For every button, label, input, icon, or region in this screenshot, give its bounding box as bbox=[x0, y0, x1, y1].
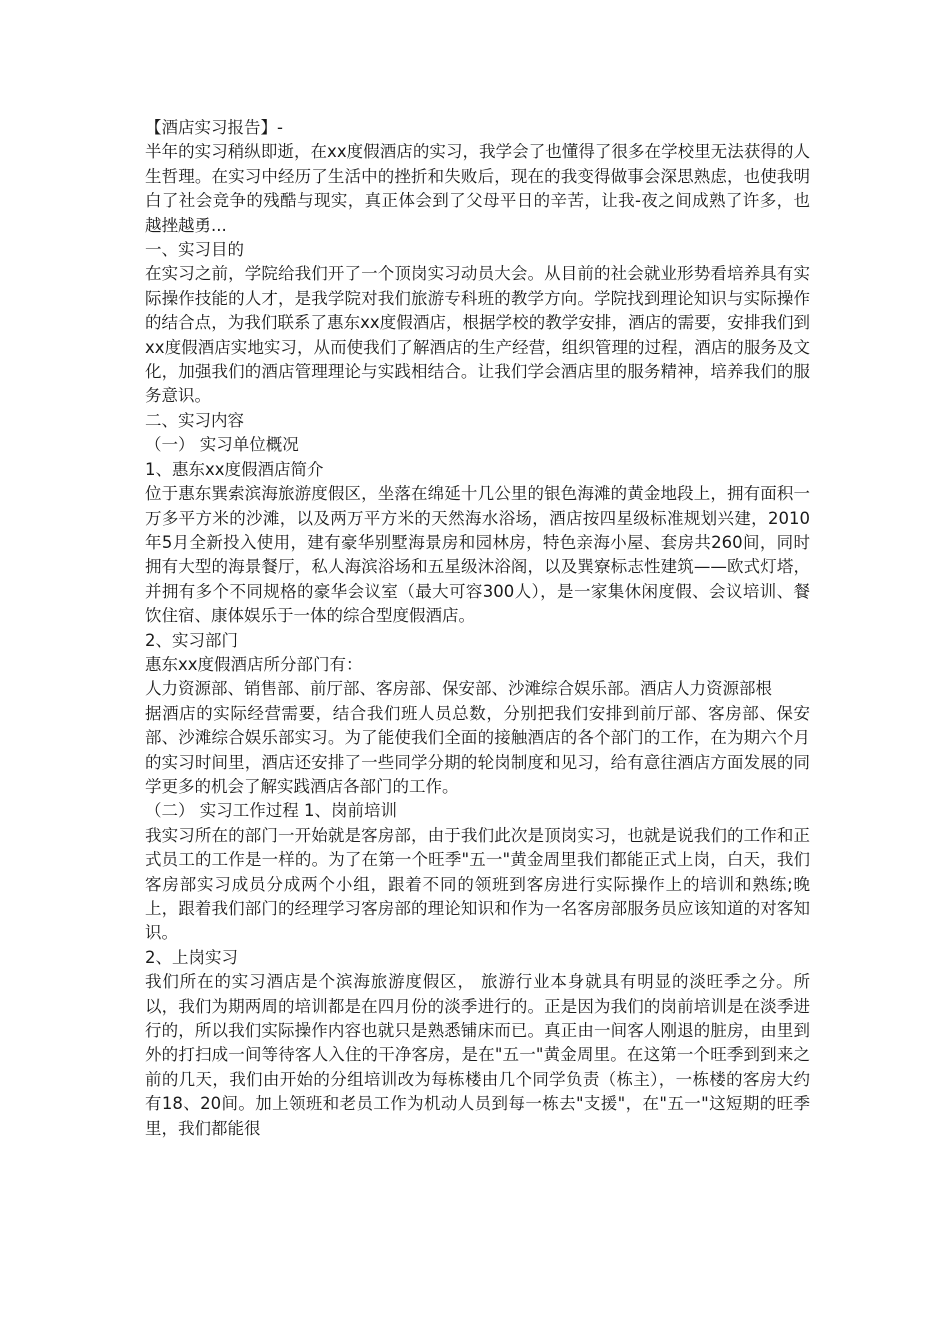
report-page bbox=[145, 116, 810, 1141]
subsection-heading-hotel-intro: 1、惠东xx度假酒店简介 bbox=[145, 459, 324, 479]
subsection-heading-overview: （一） 实习单位概况 bbox=[145, 435, 299, 455]
section-heading-content: 二、实习内容 bbox=[145, 410, 244, 430]
hotel-intro-paragraph: 位于惠东巽索滨海旅游度假区，坐落在绵延十几公里的银色海滩的黄金地段上，拥有面积一万多平方米的沙滩，以及两万平方米的天然海水浴场，酒店按四星级标准规划兴建，2010年5月全新投入使用，建有豪华别墅海景房和园林房，特色亲海小屋、套房共260间，同时拥有大型的海景餐厅，私人海滨浴场和五星级沐浴阁，以及巽寮标志性建筑——欧式灯塔，并拥有多个不同规格的豪华会议室（最大可容300人），是一家集休闲度假、会议培训、餐饮住宿、康体娱乐于一体的综合型度假酒店。 bbox=[145, 484, 810, 626]
on-job-paragraph: 我们所在的实习酒店是个滨海旅游度假区， 旅游行业本身就具有明显的淡旺季之分。所以，我们为期两周的培训都是在四月份的淡季进行的。正是因为我们的岗前培训是在淡季进行的，所以我们实际操作内容也就只是熟悉铺床而已。真正由一间客人刚退的脏房，由里到外的打扫成一间等待客人入住的干净客房，是在"五一"黄金周里。在这第一个旺季到到来之前的几天，我们由开始的分组培训改为每栋楼由几个同学负责（栋主），一栋楼的客房大约有18、20间。加上领班和老员工作为机动人员到每一栋去"支援"，在"五一"这短期的旺季里，我们都能很 bbox=[145, 972, 810, 1138]
intro-paragraph: 半年的实习稍纵即逝，在xx度假酒店的实习，我学会了也懂得了很多在学校里无法获得的人生哲理。在实习中经历了生活中的挫折和失败后，现在的我变得做事会深思熟虑，也使我明白了社会竞争的残酷与现实，真正体会到了父母平日的辛苦，让我-夜之间成熟了许多，也越挫越勇... bbox=[145, 142, 810, 235]
purpose-paragraph: 在实习之前，学院给我们开了一个顶岗实习动员大会。从目前的社会就业形势看培养具有实际操作技能的人才，是我学院对我们旅游专科班的教学方向。学院找到理论知识与实际操作的结合点，为我们联系了惠东xx度假酒店，根据学校的教学安排，酒店的需要，安排我们到xx度假酒店实地实习，从而使我们了解酒店的生产经营，组织管理的过程，酒店的服务及文化，加强我们的酒店管理理论与实践相结合。让我们学会酒店里的服务精神，培养我们的服务意识。 bbox=[145, 264, 810, 406]
subsection-heading-departments: 2、实习部门 bbox=[145, 630, 238, 650]
section-heading-purpose: 一、实习目的 bbox=[145, 240, 244, 260]
report-title: 【酒店实习报告】- bbox=[145, 118, 283, 137]
departments-intro-line: 惠东xx度假酒店所分部门有： bbox=[145, 654, 363, 674]
departments-paragraph: 据酒店的实际经营需要，结合我们班人员总数，分别把我们安排到前厅部、客房部、保安部、沙滩综合娱乐部实习。为了能使我们全面的接触酒店的各个部门的工作，在为期六个月的实习时间里，酒店还安排了一些同学分期的轮岗制度和见习，给有意往酒店方面发展的同学更多的机会了解实践酒店各部门的工作。 bbox=[145, 703, 810, 796]
training-paragraph: 我实习所在的部门一开始就是客房部，由于我们此次是顶岗实习，也就是说我们的工作和正式员工的工作是一样的。为了在第一个旺季"五一"黄金周里我们都能正式上岗，白天，我们客房部实习成员分成两个小组，跟着不同的领班到客房进行实际操作上的培训和熟练;晚上，跟着我们部门的经理学习客房部的理论知识和作为一名客房部服务员应该知道的对客知识。 bbox=[145, 825, 810, 943]
departments-list-line: 人力资源部、销售部、前厅部、客房部、保安部、沙滩综合娱乐部。酒店人力资源部根 bbox=[145, 679, 772, 699]
subsection-heading-process: （二） 实习工作过程 1、岗前培训 bbox=[145, 801, 397, 821]
subsection-heading-on-job: 2、上岗实习 bbox=[145, 947, 238, 967]
